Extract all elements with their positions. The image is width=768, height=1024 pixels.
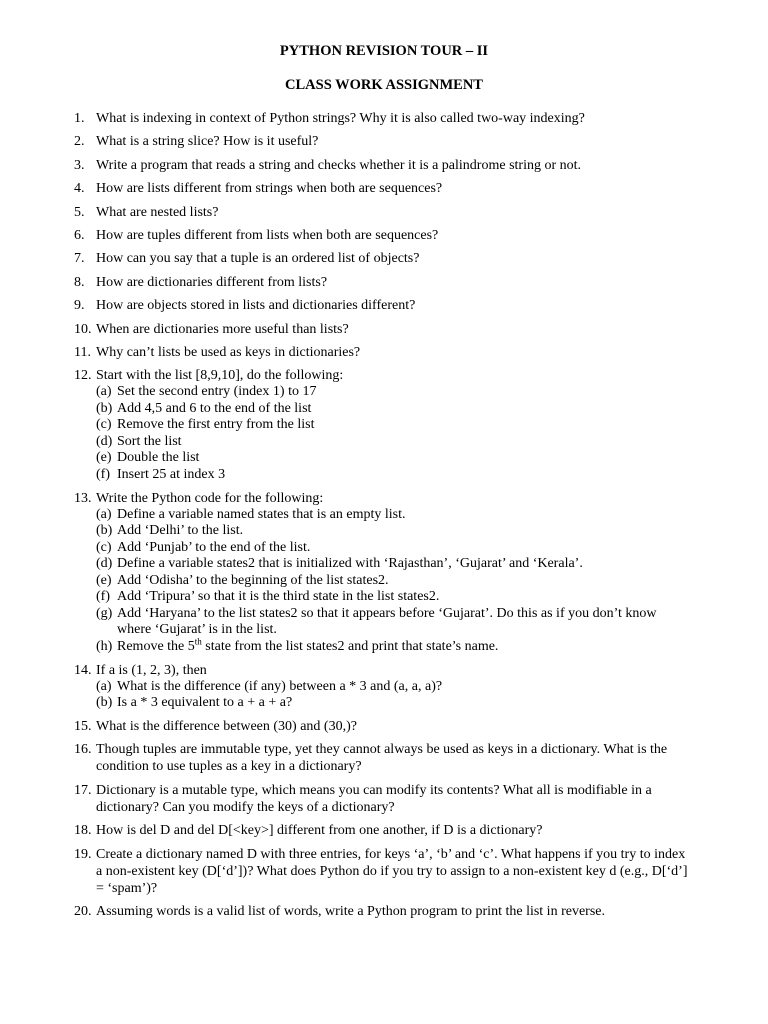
question-text: Dictionary is a mutable type, which means you can modify its contents? What all is modifiable in a dictionary? Can you modify the keys of a dictionary?	[96, 782, 652, 815]
question-item	[0, 297, 768, 314]
question-item	[0, 782, 768, 816]
question-text: Assuming words is a valid list of words, write a Python program to print the list in reverse.	[96, 903, 605, 919]
question-item	[0, 180, 768, 197]
sub-question-label: (g)	[96, 605, 113, 621]
question-text: How can you say that a tuple is an ordered list of objects?	[96, 251, 420, 267]
question-item	[0, 344, 768, 361]
sub-question-item	[96, 540, 688, 557]
sub-question-label: (b)	[96, 523, 113, 539]
sub-question-label: (d)	[96, 556, 113, 572]
sub-question-text: Add ‘Odisha’ to the beginning of the list states2.	[117, 572, 389, 588]
question-text: Though tuples are immutable type, yet they cannot always be used as keys in a dictionary. What is the condition to use tuples as a key in a dictionary?	[96, 742, 668, 775]
sub-question-item	[96, 450, 688, 467]
question-text: What is a string slice? How is it useful?	[96, 134, 319, 150]
question-number: 10.	[74, 321, 92, 337]
question-text: If a is (1, 2, 3), then	[96, 662, 207, 678]
question-item	[0, 718, 768, 735]
question-item	[0, 204, 768, 221]
sub-question-item	[96, 606, 688, 639]
question-text: How are lists different from strings when both are sequences?	[96, 181, 443, 197]
sub-question-label: (f)	[96, 589, 110, 605]
sub-question-item	[96, 589, 688, 606]
question-text: What are nested lists?	[96, 204, 219, 220]
sub-question-item	[96, 434, 688, 451]
question-text: Why can’t lists be used as keys in dictionaries?	[96, 344, 361, 360]
sub-question-label: (b)	[96, 400, 113, 416]
sub-question-text: Sort the list	[117, 433, 182, 449]
question-number: 11.	[74, 344, 91, 360]
sub-question-label: (a)	[96, 384, 112, 400]
question-item	[0, 822, 768, 839]
question-number: 5.	[74, 204, 85, 220]
sub-question-label: (c)	[96, 539, 112, 555]
sub-question-item	[96, 467, 688, 484]
sub-question-label: (f)	[96, 466, 110, 482]
question-number: 20.	[74, 903, 92, 919]
sub-question-item	[96, 573, 688, 590]
question-item	[0, 133, 768, 150]
question-text: Write the Python code for the following:	[96, 490, 324, 506]
ordinal-superscript: th	[194, 636, 202, 647]
question-text: What is the difference between (30) and (30,)?	[96, 718, 357, 734]
document-title: PYTHON REVISION TOUR – II	[279, 43, 489, 59]
sub-question-label: (b)	[96, 695, 113, 711]
sub-question-text: Add ‘Delhi’ to the list.	[117, 523, 244, 539]
question-item	[0, 662, 768, 712]
question-item	[0, 274, 768, 291]
question-text: How are objects stored in lists and dictionaries different?	[96, 298, 416, 314]
sub-question-text: Add ‘Tripura’ so that it is the third state in the list states2.	[117, 589, 440, 605]
question-number: 16.	[74, 742, 92, 758]
question-item	[0, 110, 768, 127]
document-subtitle: CLASS WORK ASSIGNMENT	[285, 77, 483, 93]
sub-question-text: Define a variable states2 that is initialized with ‘Rajasthan’, ‘Gujarat’ and ‘Kerala’.	[117, 556, 583, 572]
question-number: 13.	[74, 490, 92, 506]
sub-question-item	[96, 384, 688, 401]
question-number: 2.	[74, 134, 85, 150]
sub-question-label: (d)	[96, 433, 113, 449]
question-item	[0, 227, 768, 244]
sub-question-text: Is a * 3 equivalent to a + a + a?	[117, 695, 293, 711]
sub-question-text: Add ‘Haryana’ to the list states2 so that it appears before ‘Gujarat’. Do this as if you don’t know where ‘Gujarat’ is in the list.	[117, 605, 657, 638]
question-list	[0, 110, 768, 926]
sub-question-item	[96, 507, 688, 524]
question-text: Write a program that reads a string and checks whether it is a palindrome string or not.	[96, 157, 582, 173]
question-item	[0, 741, 768, 775]
sub-question-label: (a)	[96, 678, 112, 694]
question-number: 14.	[74, 662, 92, 678]
question-number: 7.	[74, 251, 85, 267]
sub-question-text: Remove the 5	[117, 638, 195, 654]
sub-question-text: Set the second entry (index 1) to 17	[117, 384, 317, 400]
question-item	[0, 157, 768, 174]
sub-question-item	[96, 401, 688, 418]
sub-question-item	[96, 695, 688, 712]
question-text: How is del D and del D[<key>] different from one another, if D is a dictionary?	[96, 823, 543, 839]
sub-question-item	[96, 636, 688, 656]
question-number: 3.	[74, 157, 85, 173]
sub-question-label: (h)	[96, 638, 113, 654]
question-text: What is indexing in context of Python strings? Why it is also called two-way indexing?	[96, 111, 585, 126]
question-number: 17.	[74, 782, 92, 798]
question-number: 12.	[74, 368, 92, 384]
question-number: 6.	[74, 227, 85, 243]
question-text: When are dictionaries more useful than lists?	[96, 321, 349, 337]
question-item	[0, 903, 768, 920]
question-number: 19.	[74, 846, 92, 862]
question-number: 1.	[74, 111, 85, 126]
question-number: 15.	[74, 718, 92, 734]
question-text: Start with the list [8,9,10], do the following:	[96, 368, 344, 384]
question-text: How are tuples different from lists when both are sequences?	[96, 227, 439, 243]
sub-question-label: (e)	[96, 572, 112, 588]
sub-question-text-continued: state from the list states2 and print that state’s name.	[201, 638, 499, 654]
sub-question-item	[96, 679, 688, 696]
sub-question-text: Define a variable named states that is an empty list.	[117, 506, 406, 522]
sub-question-label: (e)	[96, 450, 112, 466]
sub-question-text: Remove the first entry from the list	[117, 417, 315, 433]
sub-question-text: Double the list	[117, 450, 200, 466]
sub-question-text: Add 4,5 and 6 to the end of the list	[117, 400, 312, 416]
sub-question-text: Insert 25 at index 3	[117, 466, 226, 482]
question-number: 9.	[74, 298, 85, 314]
sub-question-text: Add ‘Punjab’ to the end of the list.	[117, 539, 311, 555]
sub-question-item	[96, 523, 688, 540]
sub-question-text: What is the difference (if any) between a * 3 and (a, a, a)?	[117, 678, 443, 694]
question-item	[0, 250, 768, 267]
question-item	[0, 846, 768, 897]
question-item	[0, 367, 768, 483]
question-item	[0, 490, 768, 656]
question-text: How are dictionaries different from lists?	[96, 274, 328, 290]
sub-question-label: (c)	[96, 417, 112, 433]
question-item	[0, 321, 768, 338]
question-number: 18.	[74, 823, 92, 839]
question-number: 4.	[74, 181, 85, 197]
question-text: Create a dictionary named D with three entries, for keys ‘a’, ‘b’ and ‘c’. What happens if you try to index a non-existent key (D[‘d’])? What does Python do if you try to assign to a non-existent key d (e.g., D[‘d’] = ‘spam’)?	[96, 846, 688, 896]
question-number: 8.	[74, 274, 85, 290]
sub-question-item	[96, 417, 688, 434]
sub-question-label: (a)	[96, 506, 112, 522]
sub-question-item	[96, 556, 688, 573]
